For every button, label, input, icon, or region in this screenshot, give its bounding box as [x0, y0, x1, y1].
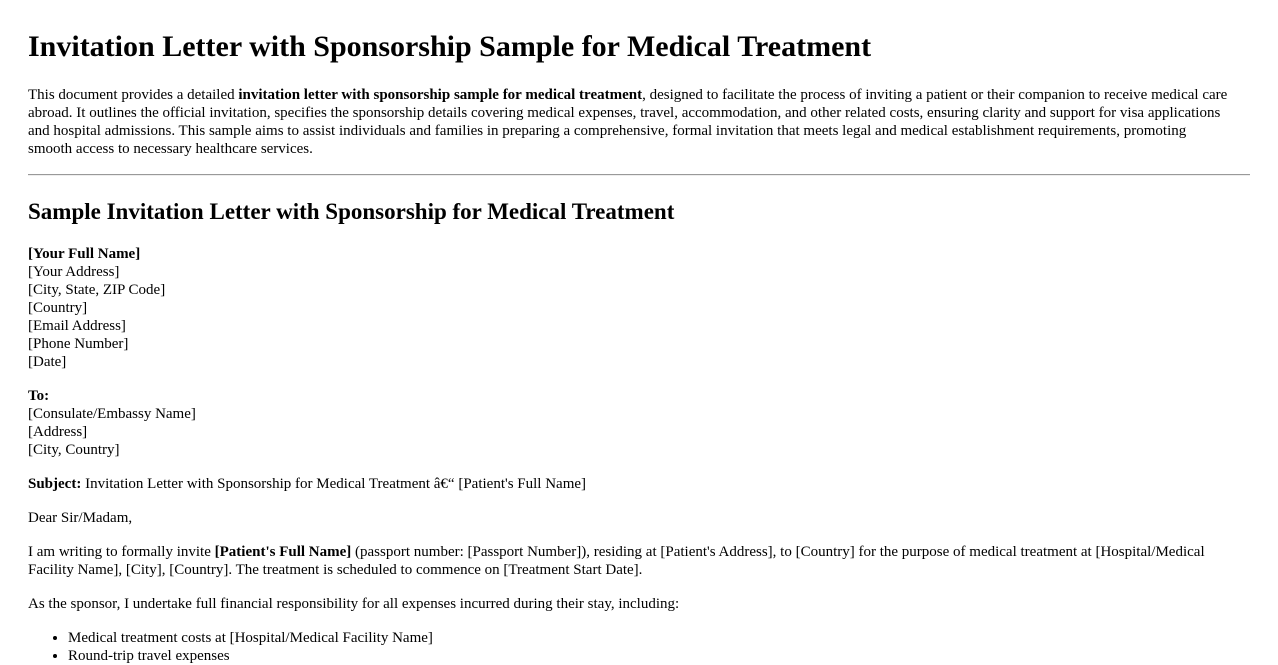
- sender-email: [Email Address]: [28, 318, 126, 334]
- section-divider: [28, 174, 1250, 176]
- recipient-label: To:: [28, 388, 50, 404]
- page-title: Invitation Letter with Sponsorship Sample for Medical Treatment: [28, 30, 872, 63]
- list-item: • Medical treatment costs at [Hospital/Medical Facility Name]: [68, 629, 1250, 647]
- recipient-city: [City, Country]: [28, 442, 120, 458]
- salutation: Dear Sir/Madam,: [28, 510, 133, 526]
- intro-text-end: , designed to facilitate the process of inviting a patient or their companion to receive medical care abroad. It outlines the official invitation, specifies the sponsorship details covering medical expenses, travel, accommodation, and other related costs, ensuring clarity and support for visa applications and hospital admissions. This sample aims to assist individuals and families in preparing a comprehensive, formal invitation that meets legal and medical establishment requirements, promoting smooth access to necessary healthcare services.: [28, 87, 1228, 157]
- invitation-text-end: (passport number: [Passport Number]), residing at [Patient's Address], to [Country] for the purpose of medical treatment at [Hospital/Medical Facility Name], [City], [Country]. The treatment is scheduled to commence on [Treatment Start Date].: [28, 544, 1205, 578]
- sender-block: [28, 245, 1250, 371]
- sender-address: [Your Address]: [28, 264, 120, 280]
- recipient-address: [Address]: [28, 424, 88, 440]
- invitation-text-start: I am writing to formally invite: [28, 544, 215, 560]
- letter-date: [Date]: [28, 354, 67, 370]
- list-item: • Round-trip travel expenses: [68, 647, 1250, 665]
- subject-line: [28, 475, 1250, 493]
- sender-city: [City, State, ZIP Code]: [28, 282, 166, 298]
- invitation-paragraph: [28, 543, 1250, 579]
- subject-label: Subject:: [28, 476, 82, 492]
- intro-paragraph: [28, 86, 1228, 158]
- sender-name: [Your Full Name]: [28, 246, 141, 262]
- section-title: Sample Invitation Letter with Sponsorship for Medical Treatment: [28, 199, 675, 224]
- intro-bold-text: invitation letter with sponsorship sample for medical treatment: [238, 87, 643, 103]
- expense-list: [28, 629, 1250, 665]
- patient-name: [Patient's Full Name]: [214, 544, 352, 560]
- subject-text: Invitation Letter with Sponsorship for Medical Treatment â€“ [Patient's Full Name]: [81, 476, 587, 492]
- recipient-block: [28, 387, 1250, 459]
- recipient-name: [Consulate/Embassy Name]: [28, 406, 196, 422]
- intro-text-start: This document provides a detailed: [28, 87, 239, 103]
- sender-country: [Country]: [28, 300, 88, 316]
- sponsorship-paragraph: As the sponsor, I undertake full financial responsibility for all expenses incurred during their stay, including:: [28, 596, 680, 612]
- sender-phone: [Phone Number]: [28, 336, 129, 352]
